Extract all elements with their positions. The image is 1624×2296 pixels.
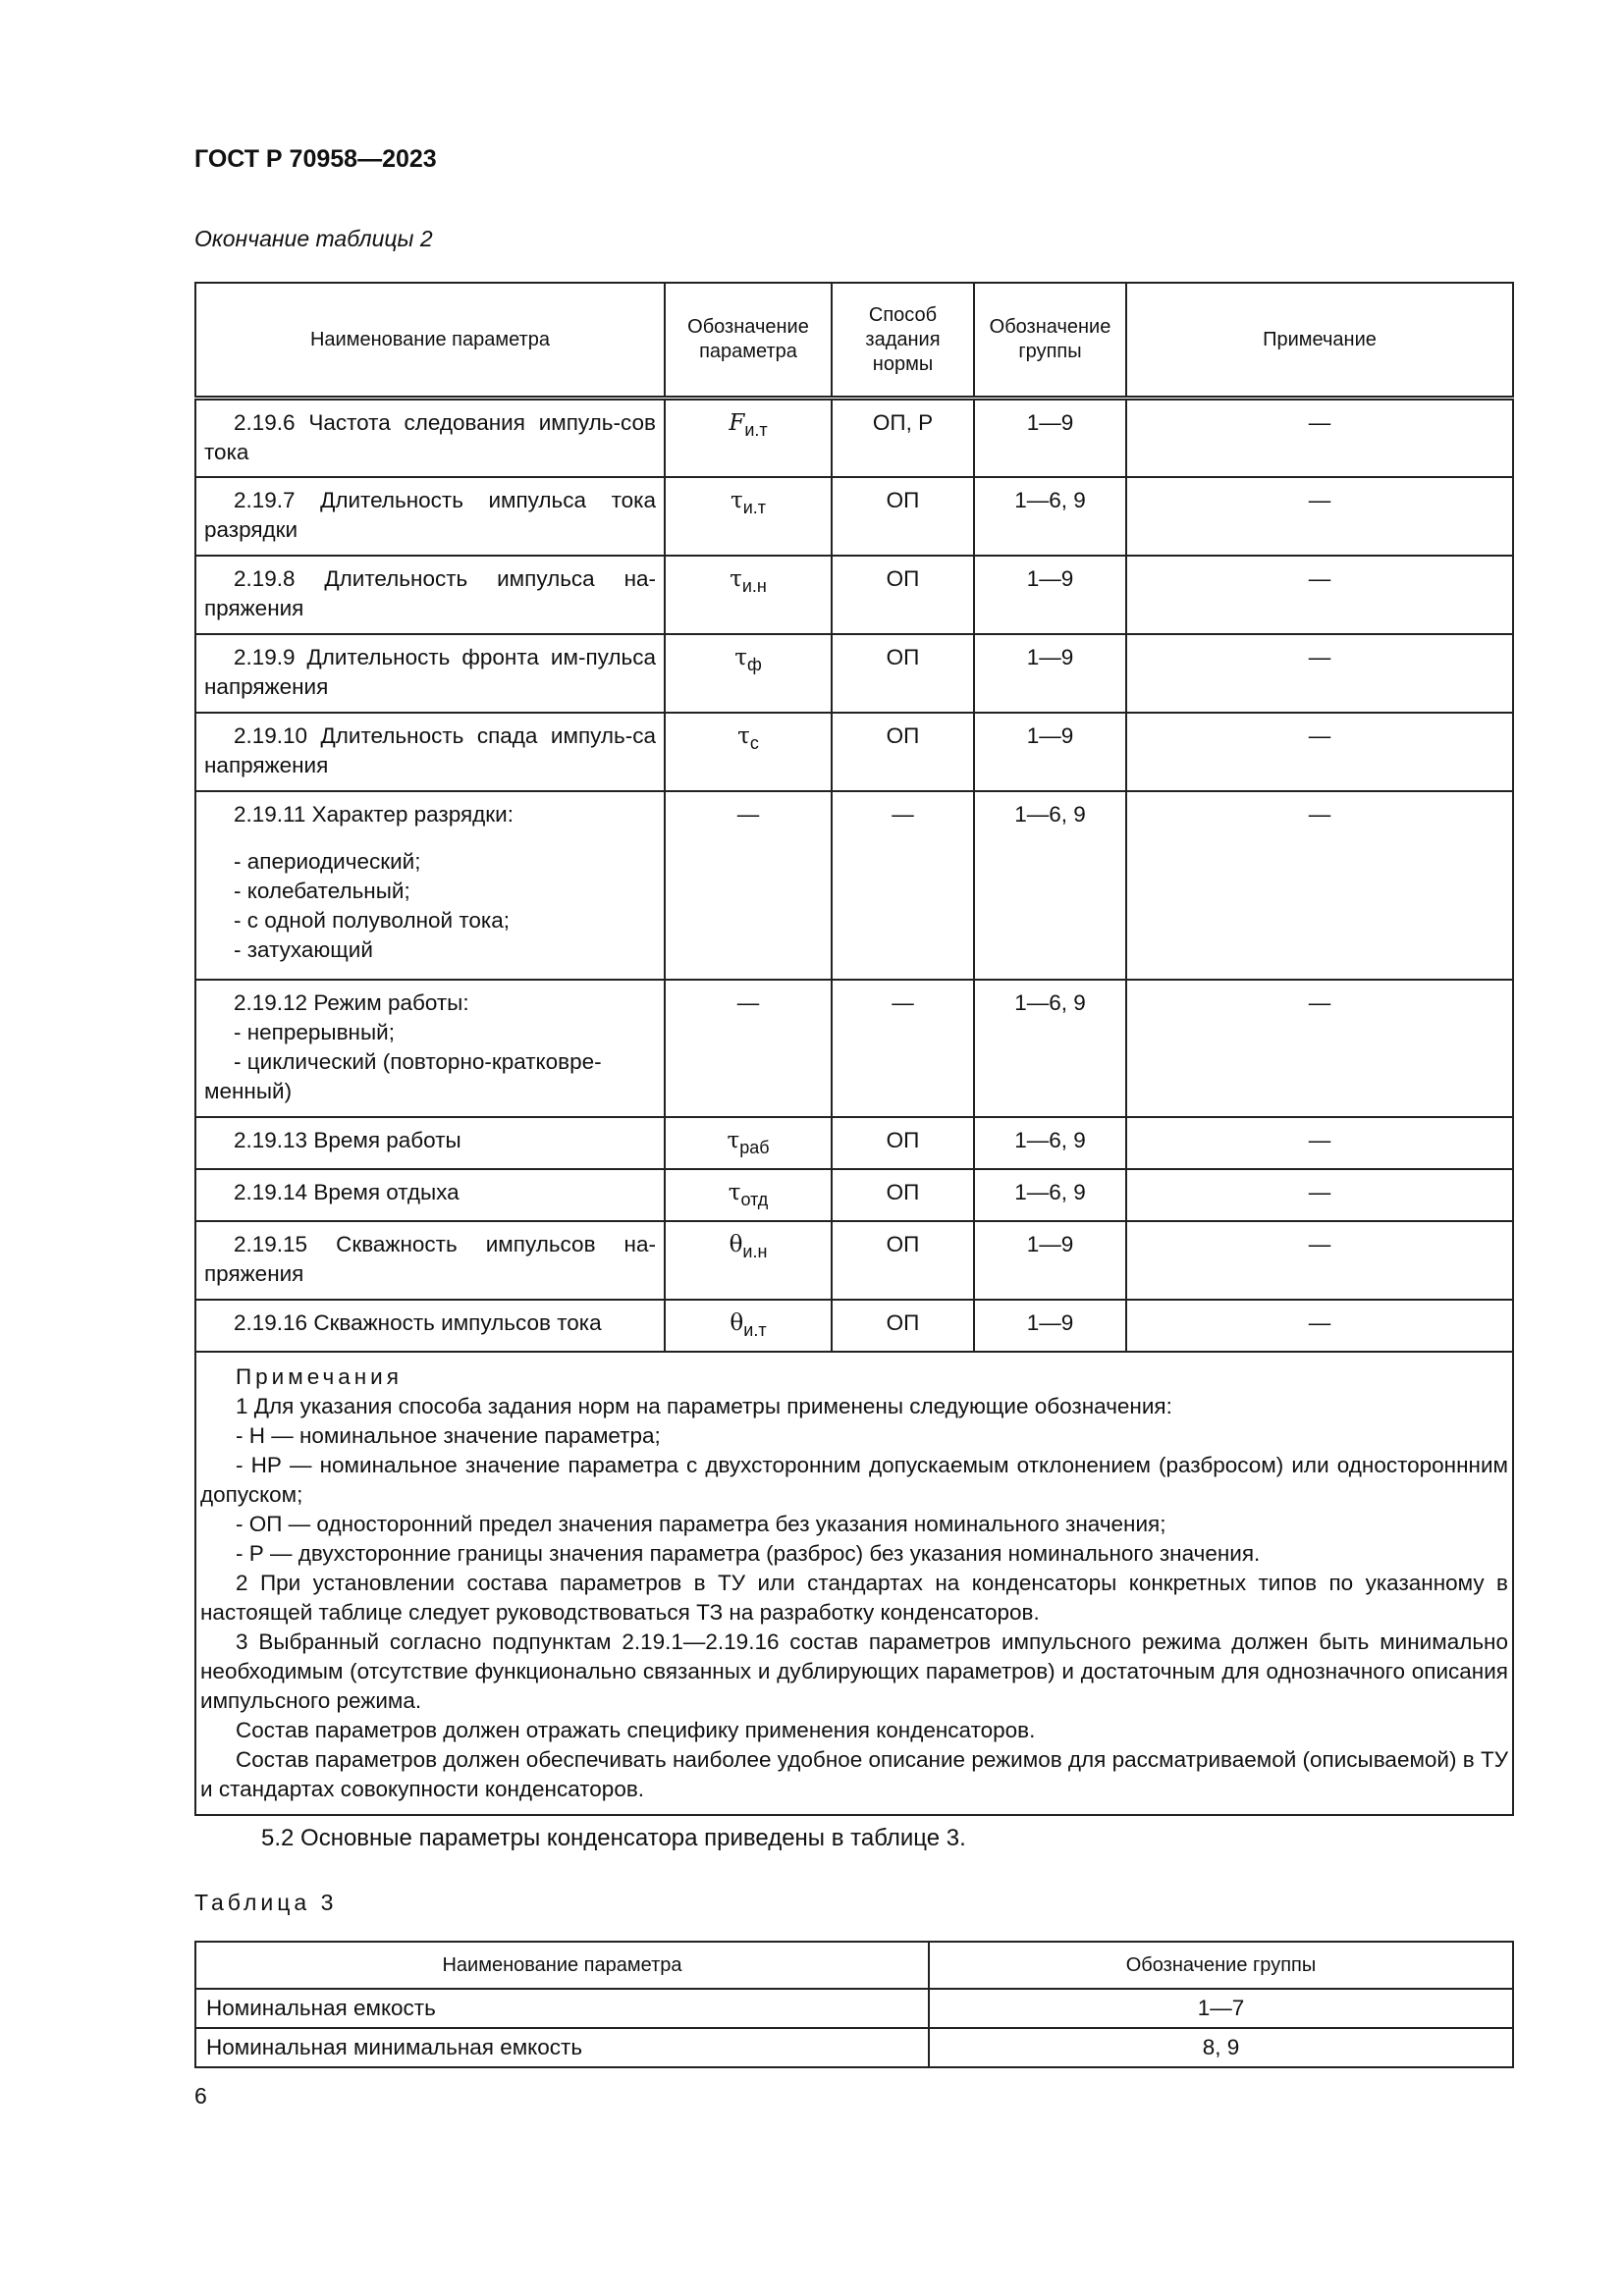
norm-method: ОП <box>832 713 974 791</box>
param-name: 2.19.6 Частота следования импуль-сов тока <box>195 399 665 477</box>
list-item: - апериодический; <box>234 848 421 874</box>
note-item: - Н — номинальное значение параметра; <box>236 1422 661 1448</box>
norm-method: ОП <box>832 1117 974 1169</box>
note-item: 2 При установлении состава параметров в ТУ или стандартах на конденсаторы конкретных типов по указанному в настоящей таблице следует руководствоваться ТЗ на разработку конденсаторов. <box>200 1570 1508 1625</box>
norm-method: ОП <box>832 1169 974 1221</box>
norm-method: ОП <box>832 556 974 634</box>
param-name: 2.19.16 Скважность импульсов тока <box>195 1300 665 1352</box>
notes-title: Примечания <box>236 1363 403 1389</box>
group-code: 8, 9 <box>929 2028 1513 2067</box>
norm-method: ОП <box>832 477 974 556</box>
note: — <box>1126 713 1513 791</box>
norm-method: — <box>832 791 974 980</box>
norm-method: ОП, Р <box>832 399 974 477</box>
group-code: 1—9 <box>974 1221 1126 1300</box>
table-3 <box>194 1941 1514 2068</box>
param-name: 2.19.12 Режим работы: - непрерывный; - циклический (повторно-кратковре- менный) <box>195 980 665 1117</box>
list-item: - затухающий <box>234 936 373 962</box>
param-name: 2.19.10 Длительность спада импуль-са напряжения <box>195 713 665 791</box>
note: — <box>1126 399 1513 477</box>
column-header: Наименование параметра <box>195 1942 929 1989</box>
list-item: - непрерывный; <box>234 1019 395 1044</box>
table-row <box>195 1117 1513 1169</box>
note-item: 1 Для указания способа задания норм на параметры применены следующие обозначения: <box>236 1393 1172 1418</box>
param-symbol: — <box>665 791 832 980</box>
table-row <box>195 1989 1513 2028</box>
group-code: 1—6, 9 <box>974 980 1126 1117</box>
param-name: Номинальная минимальная емкость <box>195 2028 929 2067</box>
norm-method: ОП <box>832 1300 974 1352</box>
table-row <box>195 477 1513 556</box>
note-item: - НР — номинальное значение параметра с двухсторонним допускаемым отклонением (разбросом) или одностороннним допуском; <box>200 1452 1508 1507</box>
param-name: 2.19.7 Длительность импульса тока разрядки <box>195 477 665 556</box>
group-code: 1—9 <box>974 1300 1126 1352</box>
note-item: - ОП — односторонний предел значения параметра без указания номинального значения; <box>236 1511 1166 1536</box>
paragraph-5-2: 5.2 Основные параметры конденсатора приведены в таблице 3. <box>261 1825 966 1851</box>
table3-caption: Таблица 3 <box>194 1890 338 1915</box>
norm-method: ОП <box>832 634 974 713</box>
table-row <box>195 634 1513 713</box>
group-code: 1—7 <box>929 1989 1513 2028</box>
table3-header-row <box>195 1942 1513 1989</box>
param-name: 2.19.14 Время отдыха <box>195 1169 665 1221</box>
table-row <box>195 399 1513 477</box>
column-header: Обозначение группы <box>974 283 1126 399</box>
note: — <box>1126 980 1513 1117</box>
param-symbol: $\theta_{и.н}$ <box>665 1221 832 1300</box>
param-symbol: $\tau_{и.н}$ <box>665 556 832 634</box>
table-row <box>195 1300 1513 1352</box>
norm-method: ОП <box>832 1221 974 1300</box>
column-header: Наименование параметра <box>195 283 665 399</box>
column-header: Способ задания нормы <box>832 283 974 399</box>
param-name: 2.19.13 Время работы <box>195 1117 665 1169</box>
param-name: 2.19.9 Длительность фронта им-пульса напряжения <box>195 634 665 713</box>
column-header: Примечание <box>1126 283 1513 399</box>
table-row <box>195 713 1513 791</box>
table-row <box>195 1221 1513 1300</box>
table-2 <box>194 282 1514 1816</box>
param-symbol: $\tau_ф$ <box>665 634 832 713</box>
note: — <box>1126 634 1513 713</box>
table-notes <box>195 1352 1513 1815</box>
note: — <box>1126 1300 1513 1352</box>
table-row <box>195 791 1513 980</box>
param-name: 2.19.15 Скважность импульсов на-пряжения <box>195 1221 665 1300</box>
note: — <box>1126 1117 1513 1169</box>
norm-method: — <box>832 980 974 1117</box>
list-item: - циклический (повторно-кратковре- <box>234 1048 602 1074</box>
note: — <box>1126 556 1513 634</box>
param-symbol: $\tau_{отд}$ <box>665 1169 832 1221</box>
param-symbol: $\tau_{и.т}$ <box>665 477 832 556</box>
table-row <box>195 556 1513 634</box>
param-name: 2.19.8 Длительность импульса на-пряжения <box>195 556 665 634</box>
param-name: 2.19.11 Характер разрядки: - апериодический; - колебательный; - с одной полуволной тока; - затухающий <box>195 791 665 980</box>
table2-header-row <box>195 283 1513 399</box>
param-symbol: $F_{и.т}$ <box>665 399 832 477</box>
table-row <box>195 2028 1513 2067</box>
param-name: Номинальная емкость <box>195 1989 929 2028</box>
param-symbol: $\tau_с$ <box>665 713 832 791</box>
note: — <box>1126 1169 1513 1221</box>
group-code: 1—9 <box>974 634 1126 713</box>
note: — <box>1126 791 1513 980</box>
param-symbol: $\tau_{раб}$ <box>665 1117 832 1169</box>
page-number: 6 <box>194 2083 207 2109</box>
param-symbol: $\theta_{и.т}$ <box>665 1300 832 1352</box>
column-header: Обозначение параметра <box>665 283 832 399</box>
group-code: 1—6, 9 <box>974 477 1126 556</box>
column-header: Обозначение группы <box>929 1942 1513 1989</box>
note-item: Состав параметров должен отражать специфику применения конденсаторов. <box>236 1717 1036 1742</box>
document-header: ГОСТ Р 70958—2023 <box>194 145 437 173</box>
group-code: 1—9 <box>974 556 1126 634</box>
note: — <box>1126 477 1513 556</box>
group-code: 1—9 <box>974 713 1126 791</box>
table-row <box>195 1169 1513 1221</box>
group-code: 1—9 <box>974 399 1126 477</box>
param-symbol: — <box>665 980 832 1117</box>
list-item: - с одной полуволной тока; <box>234 907 511 933</box>
table-row <box>195 980 1513 1117</box>
note-item: - Р — двухсторонние границы значения параметра (разброс) без указания номинального значения. <box>236 1540 1261 1566</box>
table-notes-row <box>195 1352 1513 1815</box>
table2-caption: Окончание таблицы 2 <box>194 226 433 251</box>
list-item: - колебательный; <box>234 878 410 903</box>
group-code: 1—6, 9 <box>974 1117 1126 1169</box>
group-code: 1—6, 9 <box>974 791 1126 980</box>
note-item: Состав параметров должен обеспечивать наиболее удобное описание режимов для рассматриваемой (описываемой) в ТУ и стандартах совокупности конденсаторов. <box>200 1746 1508 1801</box>
note: — <box>1126 1221 1513 1300</box>
group-code: 1—6, 9 <box>974 1169 1126 1221</box>
note-item: 3 Выбранный согласно подпунктам 2.19.1—2.19.16 состав параметров импульсного режима должен быть минимально необходимым (отсутствие функционально связанных и дублирующих параметров) и достаточным для однозначного описания импульсного режима. <box>200 1629 1508 1713</box>
